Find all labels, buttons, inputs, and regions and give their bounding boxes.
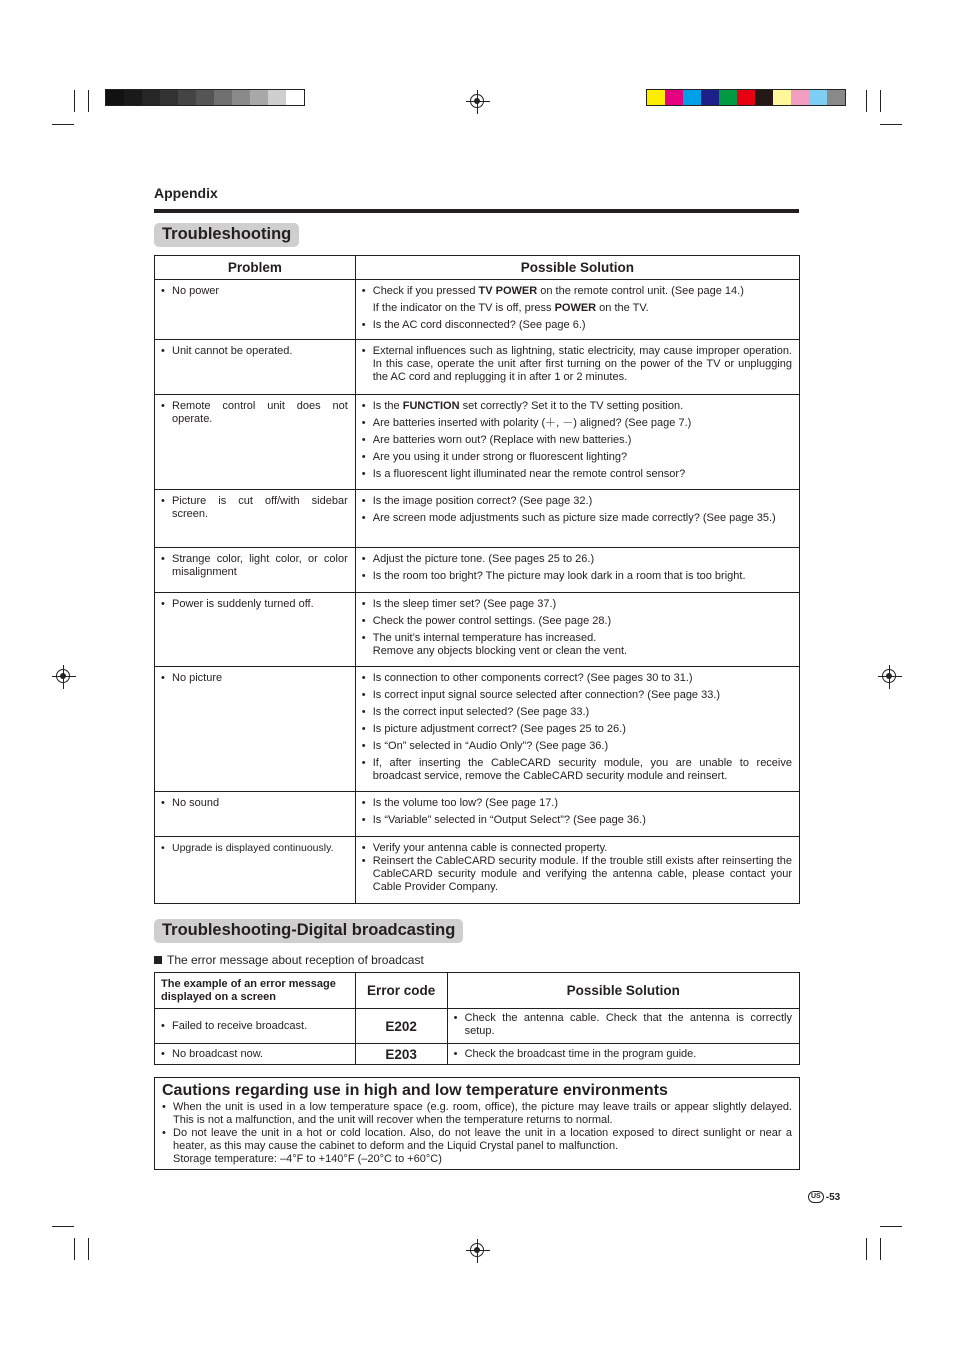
swatch bbox=[809, 90, 827, 105]
solution-item: • Adjust the picture tone. (See pages 25 to 26.) bbox=[362, 553, 792, 566]
page-number: US -53 bbox=[808, 1191, 840, 1203]
solution-item: • Are batteries worn out? (Replace with new batteries.) bbox=[362, 434, 792, 447]
cautions-box bbox=[154, 1077, 800, 1170]
caution-item: • When the unit is used in a low temperature space (e.g. room, office), the picture may leave trails or appear slightly delayed. This is not a malfunction, and the unit will recover when the temperature returns to normal. bbox=[162, 1101, 792, 1127]
swatch bbox=[214, 90, 232, 105]
table-row bbox=[155, 792, 800, 837]
table-row bbox=[155, 667, 800, 792]
swatch bbox=[106, 90, 124, 105]
problem-text: • No sound bbox=[161, 797, 348, 810]
solution-item: • Check the antenna cable. Check that the antenna is correctly setup. bbox=[454, 1012, 792, 1038]
crop-mark bbox=[880, 90, 881, 112]
problem-text: • Picture is cut off/with sidebar screen. bbox=[161, 495, 348, 521]
solution-item: • Check the broadcast time in the program guide. bbox=[454, 1048, 792, 1061]
crop-mark bbox=[880, 1226, 902, 1227]
solution-item: • Is picture adjustment correct? (See pages 25 to 26.) bbox=[362, 723, 792, 736]
swatch bbox=[250, 90, 268, 105]
col-header-example: The example of an error message displayed on a screen bbox=[155, 973, 356, 1009]
swatch bbox=[124, 90, 142, 105]
problem-text: • No power bbox=[161, 285, 348, 298]
crop-mark bbox=[866, 90, 867, 112]
table-row bbox=[155, 395, 800, 490]
swatch bbox=[755, 90, 773, 105]
crop-mark bbox=[866, 1238, 867, 1260]
registration-mark-icon bbox=[882, 669, 896, 683]
crop-mark bbox=[88, 90, 89, 112]
error-code: E203 bbox=[355, 1044, 447, 1065]
crop-mark bbox=[880, 1238, 881, 1260]
table-row bbox=[155, 1044, 800, 1065]
swatch bbox=[232, 90, 250, 105]
problem-text: • Strange color, light color, or color misalignment bbox=[161, 553, 348, 579]
solution-item: • Is the volume too low? (See page 17.) bbox=[362, 797, 792, 810]
solution-item: • Is the FUNCTION set correctly? Set it to the TV setting position. bbox=[362, 400, 792, 413]
digital-heading: Troubleshooting-Digital broadcasting bbox=[154, 919, 463, 943]
solution-item: • Check the power control settings. (See page 28.) bbox=[362, 615, 792, 628]
solution-item: • Verify your antenna cable is connected property. bbox=[362, 842, 792, 855]
col-header-problem: Problem bbox=[155, 256, 356, 280]
solution-item: • Are batteries inserted with polarity (＋, －) aligned? (See page 7.) bbox=[362, 417, 792, 430]
swatch bbox=[719, 90, 737, 105]
solution-item: • The unit’s internal temperature has increased. Remove any objects blocking vent or clean the vent. bbox=[362, 632, 792, 658]
problem-text: • Remote control unit does not operate. bbox=[161, 400, 348, 426]
problem-text: • Upgrade is displayed continuously. bbox=[161, 842, 348, 855]
problem-text: • Unit cannot be operated. bbox=[161, 345, 348, 358]
swatch bbox=[160, 90, 178, 105]
registration-mark-icon bbox=[470, 1243, 484, 1257]
swatch bbox=[683, 90, 701, 105]
swatch bbox=[737, 90, 755, 105]
error-code: E202 bbox=[355, 1009, 447, 1044]
solution-item: • Is connection to other components correct? (See pages 30 to 31.) bbox=[362, 672, 792, 685]
crop-mark bbox=[880, 124, 902, 125]
solution-item: • Are you using it under strong or fluorescent lighting? bbox=[362, 451, 792, 464]
solution-item: • Is the room too bright? The picture may look dark in a room that is too bright. bbox=[362, 570, 792, 583]
solution-item: • Is a fluorescent light illuminated near the remote control sensor? bbox=[362, 468, 792, 481]
crop-mark bbox=[74, 1238, 75, 1260]
solution-item: • Is correct input signal source selected after connection? (See page 33.) bbox=[362, 689, 792, 702]
table-row bbox=[155, 340, 800, 395]
solution-item: • Is “Variable” selected in “Output Select”? (See page 36.) bbox=[362, 814, 792, 827]
table-row bbox=[155, 280, 800, 340]
crop-mark bbox=[88, 1238, 89, 1260]
swatch bbox=[286, 90, 304, 105]
swatch bbox=[773, 90, 791, 105]
swatch bbox=[701, 90, 719, 105]
swatch bbox=[827, 90, 845, 105]
solution-item: • Reinsert the CableCARD security module. If the trouble still exists after reinserting the CableCARD security module and verifying the antenna cable, please contact your Cable Provider Company. bbox=[362, 855, 792, 894]
grayscale-swatches bbox=[105, 89, 305, 106]
troubleshooting-table bbox=[154, 255, 800, 904]
col-header-solution: Possible Solution bbox=[355, 256, 799, 280]
solution-item: • Are screen mode adjustments such as picture size made correctly? (See page 35.) bbox=[362, 512, 792, 525]
table-row bbox=[155, 490, 800, 548]
problem-text: • Power is suddenly turned off. bbox=[161, 598, 348, 611]
error-note: The error message about reception of broadcast bbox=[154, 953, 424, 967]
solution-item: • If, after inserting the CableCARD security module, you are unable to receive broadcast service, remove the CableCARD security module and reinsert. bbox=[362, 757, 792, 783]
solution-item: • Is “On” selected in “Audio Only”? (See page 36.) bbox=[362, 740, 792, 753]
error-message: • Failed to receive broadcast. bbox=[161, 1020, 348, 1033]
solution-item: • Is the correct input selected? (See page 33.) bbox=[362, 706, 792, 719]
us-badge-icon: US bbox=[808, 1191, 824, 1203]
solution-item: • Is the image position correct? (See page 32.) bbox=[362, 495, 792, 508]
swatch bbox=[178, 90, 196, 105]
table-row bbox=[155, 1009, 800, 1044]
solution-item: • External influences such as lightning, static electricity, may cause improper operation. In this case, operate the unit after first turning on the power of the TV or unplugging the AC cord and replugging it in after 1 or 2 minutes. bbox=[362, 345, 792, 384]
troubleshooting-heading: Troubleshooting bbox=[154, 223, 299, 247]
crop-mark bbox=[52, 1226, 74, 1227]
solution-item: • Is the sleep timer set? (See page 37.) bbox=[362, 598, 792, 611]
registration-mark-icon bbox=[470, 94, 484, 108]
table-row bbox=[155, 837, 800, 904]
table-row bbox=[155, 548, 800, 593]
solution-item: • Check if you pressed TV POWER on the remote control unit. (See page 14.) If the indicator on the TV is off, press POWER on the TV. bbox=[362, 285, 792, 315]
swatch bbox=[268, 90, 286, 105]
solution-item: • Is the AC cord disconnected? (See page 6.) bbox=[362, 319, 792, 332]
section-label: Appendix bbox=[154, 185, 218, 201]
header-rule bbox=[154, 209, 799, 213]
swatch bbox=[791, 90, 809, 105]
cautions-title: Cautions regarding use in high and low temperature environments bbox=[162, 1082, 668, 1099]
swatch bbox=[647, 90, 665, 105]
square-bullet-icon bbox=[154, 956, 162, 964]
table-row bbox=[155, 593, 800, 667]
col-header-solution: Possible Solution bbox=[447, 973, 799, 1009]
color-swatches bbox=[646, 89, 846, 106]
swatch bbox=[142, 90, 160, 105]
caution-item: • Do not leave the unit in a hot or cold location. Also, do not leave the unit in a location exposed to direct sunlight or near a heater, as this may cause the cabinet to deform and the Liquid Crystal panel to malfunction. Storage temperature: –4°F to +140°F (–20°C to +60°C) bbox=[162, 1127, 792, 1166]
crop-mark bbox=[52, 124, 74, 125]
error-table bbox=[154, 972, 800, 1065]
crop-mark bbox=[74, 90, 75, 112]
registration-mark-icon bbox=[56, 669, 70, 683]
col-header-error-code: Error code bbox=[355, 973, 447, 1009]
swatch bbox=[196, 90, 214, 105]
swatch bbox=[665, 90, 683, 105]
problem-text: • No picture bbox=[161, 672, 348, 685]
error-message: • No broadcast now. bbox=[161, 1048, 348, 1061]
